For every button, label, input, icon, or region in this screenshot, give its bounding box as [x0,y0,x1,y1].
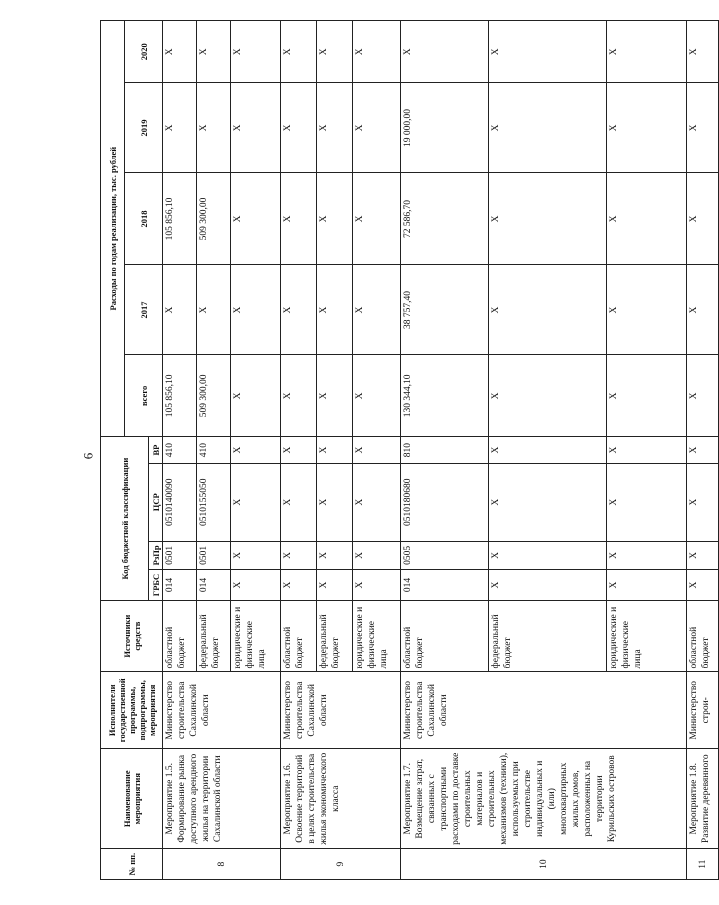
cell-grbs: 014 [197,570,231,601]
table-row [281,21,317,880]
funding-source: федеральный бюджет [489,600,607,672]
cell-y2020: X [317,21,353,83]
cell-y2018: 105 856,10 [163,173,197,265]
cell-grbs: X [317,570,353,601]
funding-source: юридические и физические лица [353,600,401,672]
cell-csr: 0510180680 [401,463,489,541]
cell-grbs: 014 [163,570,197,601]
cell-y2018: 72 586,70 [401,173,489,265]
cell-y2017: 38 757,40 [401,265,489,355]
cell-y2019: X [231,83,281,173]
header-vr: ВР [149,437,163,464]
table-body [163,21,719,880]
cell-y2018: X [489,173,607,265]
funding-source: юридические и физические лица [231,600,281,672]
cell-total: X [607,355,687,437]
cell-y2017: X [607,265,687,355]
cell-rzpr: X [317,541,353,570]
cell-csr: X [281,463,317,541]
funding-source: федеральный бюджет [197,600,231,672]
cell-y2018: X [231,173,281,265]
header-sources: Источники средств [101,600,163,672]
header-2019: 2019 [125,83,163,173]
cell-y2017: X [231,265,281,355]
cell-csr: X [607,463,687,541]
cell-grbs: X [231,570,281,601]
cell-y2020: X [231,21,281,83]
cell-y2019: X [489,83,607,173]
funding-source: федеральный бюджет [317,600,353,672]
cell-rzpr: X [607,541,687,570]
table-row [163,21,197,880]
cell-csr: X [353,463,401,541]
cell-csr: X [687,463,719,541]
cell-vr: X [231,437,281,464]
cell-csr: 0510140090 [163,463,197,541]
cell-vr: X [281,437,317,464]
measure-name: Мероприятие 1.7. Возмещение затрат, связанных с транспортными расходами по доставке строительных материалов и строительных механизмов (техники), используемых при строительстве индивидуальных и (или) многоквартирных жилых домов, расположенных на территории Курильских островов [401,749,687,849]
cell-vr: 810 [401,437,489,464]
cell-y2020: X [607,21,687,83]
cell-total: X [489,355,607,437]
cell-y2020: X [281,21,317,83]
cell-y2017: X [489,265,607,355]
header-total: всего [125,355,163,437]
header-2017: 2017 [125,265,163,355]
page-number: 6 [80,452,96,460]
cell-rzpr: X [231,541,281,570]
cell-y2020: X [687,21,719,83]
cell-vr: 410 [163,437,197,464]
cell-grbs: X [687,570,719,601]
budget-table [100,20,719,880]
cell-y2018: X [317,173,353,265]
funding-source: юридические и физические лица [607,600,687,672]
measure-name: Мероприятие 1.6. Освоение территорий в целях строительства жилья экономического класса [281,749,401,849]
header-grbs: ГРБС [149,570,163,601]
cell-y2017: X [353,265,401,355]
cell-y2017: X [281,265,317,355]
cell-y2018: 509 300,00 [197,173,231,265]
cell-rzpr: X [687,541,719,570]
cell-y2018: X [353,173,401,265]
cell-y2018: X [607,173,687,265]
cell-y2020: X [353,21,401,83]
header-rzpr: РзПр [149,541,163,570]
cell-y2017: X [163,265,197,355]
cell-y2019: X [353,83,401,173]
table-row [687,21,719,880]
cell-y2020: X [197,21,231,83]
header-executors: Исполнители государственной программы, подпрограммы, мероприятия [101,672,163,749]
cell-y2018: X [281,173,317,265]
cell-rzpr: X [281,541,317,570]
cell-y2017: X [317,265,353,355]
header-name: Наименование мероприятия [101,749,163,849]
cell-y2019: X [317,83,353,173]
cell-grbs: 014 [401,570,489,601]
cell-y2019: X [163,83,197,173]
cell-y2017: X [687,265,719,355]
measure-name: Мероприятие 1.8. Развитие деревянного [687,749,719,849]
cell-rzpr: 0501 [163,541,197,570]
header-2018: 2018 [125,173,163,265]
rotated-page [100,20,711,880]
row-number: 11 [687,849,719,880]
header-num: № пп. [101,849,163,880]
cell-total: 130 344,10 [401,355,489,437]
executor: Министерство строительства Сахалинской области [163,672,281,749]
cell-vr: X [317,437,353,464]
cell-grbs: X [607,570,687,601]
cell-vr: X [607,437,687,464]
cell-y2017: X [197,265,231,355]
cell-vr: X [687,437,719,464]
cell-grbs: X [353,570,401,601]
row-number: 9 [281,849,401,880]
header-budget-code: Код бюджетной классификации [101,437,149,601]
cell-csr: X [231,463,281,541]
cell-total: X [353,355,401,437]
cell-y2019: X [197,83,231,173]
cell-csr: X [317,463,353,541]
cell-total: X [317,355,353,437]
row-number: 8 [163,849,281,880]
funding-source: областной бюджет [401,600,489,672]
cell-vr: X [353,437,401,464]
cell-total: X [687,355,719,437]
cell-y2020: X [163,21,197,83]
cell-y2018: X [687,173,719,265]
cell-vr: X [489,437,607,464]
cell-y2019: X [607,83,687,173]
cell-y2020: X [489,21,607,83]
cell-rzpr: 0501 [197,541,231,570]
cell-total: X [281,355,317,437]
cell-total: 509 300,00 [197,355,231,437]
header-csr: ЦСР [149,463,163,541]
cell-csr: X [489,463,607,541]
cell-y2020: X [401,21,489,83]
cell-rzpr: 0505 [401,541,489,570]
cell-vr: 410 [197,437,231,464]
executor: Министерство строительства Сахалинской области [281,672,401,749]
cell-y2019: X [281,83,317,173]
cell-rzpr: X [353,541,401,570]
measure-name: Мероприятие 1.5. Формирование рынка доступного арендного жилья на территории Сахалинской области [163,749,281,849]
header-2020: 2020 [125,21,163,83]
header-expenses: Расходы по годам реализации, тыс. рублей [101,21,125,437]
cell-total: X [231,355,281,437]
executor: Министерство строительства Сахалинской области [401,672,687,749]
funding-source: областной бюджет [163,600,197,672]
funding-source: областной бюджет [687,600,719,672]
executor: Министерство строи- [687,672,719,749]
funding-source: областной бюджет [281,600,317,672]
table-row [401,21,489,880]
cell-total: 105 856,10 [163,355,197,437]
cell-csr: 0510155050 [197,463,231,541]
cell-grbs: X [281,570,317,601]
cell-rzpr: X [489,541,607,570]
cell-y2019: X [687,83,719,173]
cell-y2019: 19 000,00 [401,83,489,173]
row-number: 10 [401,849,687,880]
cell-grbs: X [489,570,607,601]
